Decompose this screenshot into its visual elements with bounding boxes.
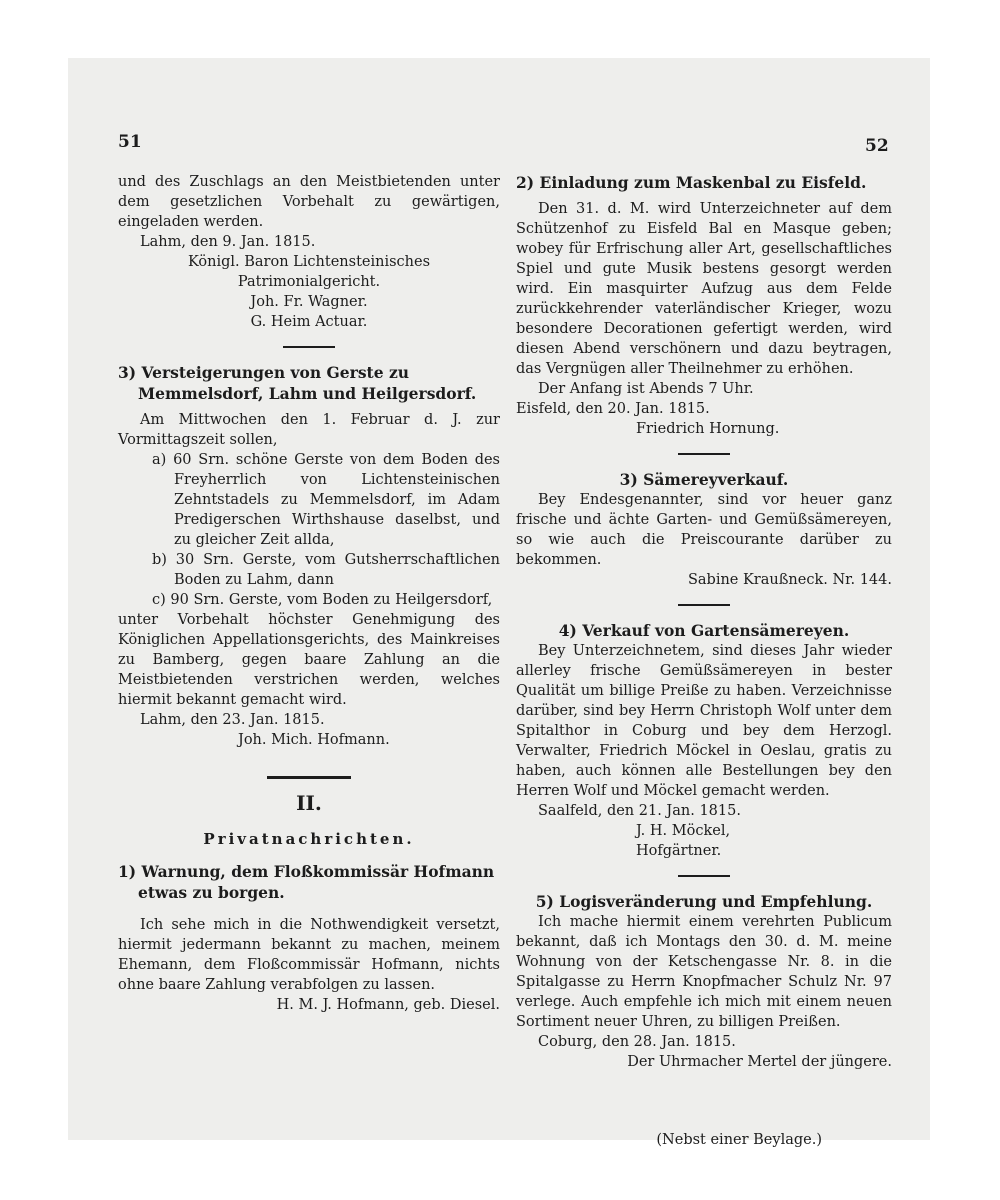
list-item: b) 30 Srn. Gerste, vom Gutsherrschaftlichen Boden zu Lahm, dann <box>152 552 500 588</box>
signature-line: J. H. Möckel, <box>636 823 731 839</box>
section-divider <box>678 875 730 877</box>
seeds-body: Bey Endesgenannter, sind vor heuer ganz frische und ächte Garten- und Gemüßsämereyen, so wie auch die Preiscourante darüber zu bekommen. <box>516 492 892 568</box>
announcement-body: unter Vorbehalt höchster Genehmigung des Königlichen Appellationsgerichts, des Mainkreises zu Bamberg, gegen baare Zahlung an die Meistbietenden verstrichen werden, welches hiermit bekannt gemacht wird. <box>118 612 500 708</box>
part-title: Privatnachrichten. <box>203 830 415 848</box>
major-divider <box>267 776 351 779</box>
page-number-right: 52 <box>865 136 889 156</box>
signature-line: Hofgärtner. <box>636 843 722 859</box>
right-column <box>516 172 892 1150</box>
section-heading-2-right: 2) Einladung zum Maskenbal zu Eisfeld. <box>516 173 867 192</box>
section-heading-1-left: 1) Warnung, dem Floßkommissär Hofmann etwas zu borgen. <box>118 862 495 902</box>
section-divider <box>678 453 730 455</box>
signature-line: Joh. Mich. Hofmann. <box>238 732 390 748</box>
garden-seeds-body: Bey Unterzeichnetem, sind dieses Jahr wieder allerley frische Gemüßsämereyen in bester Qualität um billige Preiße zu haben. Verzeichnisse darüber, sind bey Herrn Christoph Wolf unter dem Spitalthor in Coburg und bey dem Herzogl. Verwalter, Friedrich Möckel in Oeslau, gratis zu haben, auch können alle Bestellungen bey den Herren Wolf und Möckel gemacht werden. <box>516 643 892 799</box>
signature-line: Patrimonialgericht. <box>237 274 381 290</box>
signature-line: Königl. Baron Lichtensteinisches <box>187 254 431 270</box>
signature-line: Der Uhrmacher Mertel der jüngere. <box>627 1054 892 1070</box>
masquerade-body: Den 31. d. M. wird Unterzeichneter auf dem Schützenhof zu Eisfeld Bal en Masque geben; wobey für Erfrischung aller Art, gesellschaftliches Spiel und gute Musik bestens gesorgt werden wird. Ein masquirter Aufzug aus dem Felde zurückkehrender vaterländischer Krieger, wozu besondere Decorationen gefertigt werden, wird diesen Abend verschönern und dazu beytragen, das Vergnügen aller Theilnehmer zu erhöhen. <box>516 201 892 377</box>
list-item: a) 60 Srn. schöne Gerste von dem Boden des Freyherrlich von Lichtensteinischen Zehntstadels zu Memmelsdorf, im Adam Predigerschen Wirthshause daselbst, und zu gleicher Zeit allda, <box>152 452 500 548</box>
signature-line: Joh. Fr. Wagner. <box>250 294 368 310</box>
dateline: Eisfeld, den 20. Jan. 1815. <box>516 401 710 417</box>
section-heading-3-left: 3) Versteigerungen von Gerste zu Memmelsdorf, Lahm und Heilgersdorf. <box>118 363 477 403</box>
dateline: Lahm, den 23. Jan. 1815. <box>140 712 325 728</box>
announcement-intro: Am Mittwochen den 1. Februar d. J. zur Vormittagszeit sollen, <box>118 412 500 448</box>
section-heading-3-right: 3) Sämereyverkauf. <box>619 470 789 489</box>
section-heading-5-right: 5) Logisveränderung und Empfehlung. <box>535 892 873 911</box>
section-divider <box>678 604 730 606</box>
page-number-left: 51 <box>118 132 142 152</box>
dateline: Lahm, den 9. Jan. 1815. <box>140 234 316 250</box>
continuation-text: und des Zuschlags an den Meistbietenden unter dem gesetzlichen Vorbehalt zu gewärtigen, eingeladen werden. <box>118 174 500 230</box>
signature-line: Friedrich Hornung. <box>636 421 780 437</box>
list-item: c) 90 Srn. Gerste, vom Boden zu Heilgersdorf, <box>152 592 493 608</box>
left-column <box>118 172 500 1015</box>
dateline: Coburg, den 28. Jan. 1815. <box>538 1034 736 1050</box>
start-time: Der Anfang ist Abends 7 Uhr. <box>538 381 754 397</box>
supplement-note: (Nebst einer Beylage.) <box>656 1132 822 1148</box>
signature-line: G. Heim Actuar. <box>250 314 368 330</box>
section-divider <box>283 346 335 348</box>
relocation-body: Ich mache hiermit einem verehrten Publicum bekannt, daß ich Montags den 30. d. M. meine Wohnung von der Ketschengasse Nr. 8. in die Spitalgasse zu Herrn Knopfmacher Schulz Nr. 97 verlege. Auch empfehle ich mich mit einem neuen Sortiment neuer Uhren, zu billigen Preißen. <box>516 914 892 1030</box>
section-heading-4-right: 4) Verkauf von Gartensämereyen. <box>558 621 850 640</box>
signature-line: Sabine Kraußneck. Nr. 144. <box>687 572 892 588</box>
auction-items-list <box>152 450 500 610</box>
dateline: Saalfeld, den 21. Jan. 1815. <box>538 803 741 819</box>
warning-body: Ich sehe mich in die Nothwendigkeit versetzt, hiermit jedermann bekannt zu machen, meinem Ehemann, dem Floßcommissär Hofmann, nichts ohne baare Zahlung verabfolgen zu lassen. <box>118 917 500 993</box>
signature-line: H. M. J. Hofmann, geb. Diesel. <box>276 997 500 1013</box>
part-numeral: II. <box>296 791 322 815</box>
